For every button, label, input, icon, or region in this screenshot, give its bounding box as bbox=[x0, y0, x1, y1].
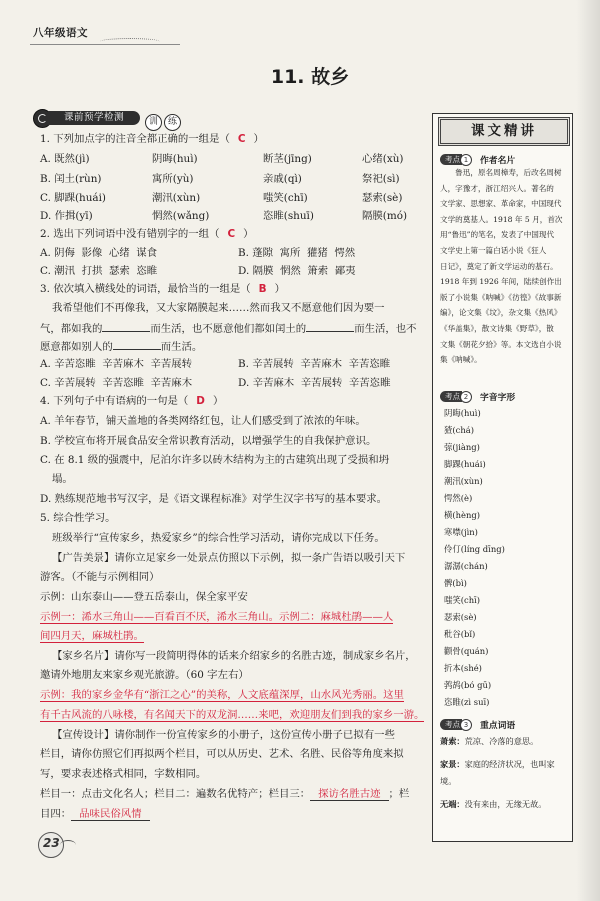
word-item: 愕然(è) bbox=[444, 493, 473, 503]
bio-line: 鲁迅，原名周樟寿，后改名周树 bbox=[440, 168, 562, 177]
bio-line: 集《呐喊》。 bbox=[440, 355, 482, 365]
term-def: 家庭的经济状况，也叫家境。 bbox=[440, 759, 555, 786]
point-number: 2 bbox=[460, 391, 472, 403]
word-item: 横(hèng) bbox=[444, 510, 481, 520]
q3-answer: B bbox=[258, 283, 267, 295]
ad-task-line: 【广告美景】请你立足家乡一处景点仿照以下示例，拟一条广告语以吸引天下 bbox=[52, 552, 406, 564]
author-bio bbox=[440, 165, 570, 368]
bio-line: 文集《朝花夕拾》等。本文选自小说 bbox=[440, 339, 562, 349]
q1-option: 寓所(yù) bbox=[152, 173, 194, 185]
q1-option: D. 作揖(yī) bbox=[40, 210, 93, 222]
q1-option: B. 闰土(rùn) bbox=[40, 173, 102, 185]
q4-option-a: A. 羊年春节，铺天盖地的各类网络红包，让人们感受到了浓浓的年味。 bbox=[40, 415, 366, 427]
term-item bbox=[440, 796, 568, 813]
design-columns bbox=[40, 807, 150, 822]
header-grade-subject: 八年级语文 bbox=[33, 27, 88, 39]
q1-option: 祭祀(sì) bbox=[362, 173, 400, 185]
term-key: 家景： bbox=[440, 759, 465, 769]
bio-line: 编》，论文集《坟》，杂文集《热风》 bbox=[440, 308, 562, 318]
bio-line: 1918 年到 1926 年间，陆续创作出 bbox=[440, 277, 562, 287]
q3-passage-line: 我希望他们不再像我，又大家隔膜起来……然而我又不愿意他们因为要一 bbox=[52, 302, 385, 314]
q1-option: 嗤笑(chī) bbox=[263, 192, 308, 204]
point-number: 1 bbox=[460, 154, 472, 166]
banner-badge bbox=[145, 109, 187, 126]
word-item: 颧骨(quán) bbox=[444, 646, 489, 656]
q3-stem-text: 3. 依次填入横线处的词语，最恰当的一组是（ bbox=[40, 283, 251, 295]
design-task-line: 写，要求表述格式相同，字数相同。 bbox=[40, 768, 207, 780]
ad-answer bbox=[40, 629, 144, 644]
card-answer bbox=[40, 688, 404, 703]
q2-option: A. 阴侮 影像 心绪 谋食 bbox=[40, 247, 158, 259]
q4-option-b: B. 学校宣布将开展食品安全常识教育活动，以增强学生的自我保护意识。 bbox=[40, 435, 377, 447]
q3-passage-seg: 而生活。 bbox=[160, 341, 203, 353]
term-key: 无端： bbox=[440, 799, 465, 809]
word-pronunciation-list bbox=[444, 405, 568, 711]
card-answer-text: 有千古风流的八咏楼，有名闻天下的双龙洞……来吧，欢迎朋友们到我的家乡一游。 bbox=[40, 709, 425, 721]
q1-close: ） bbox=[253, 133, 264, 145]
q2-option: C. 潮汛 打拱 瑟索 恣睢 bbox=[40, 265, 158, 277]
point-words bbox=[440, 386, 516, 403]
fill-blank bbox=[102, 320, 150, 332]
q3-passage-line bbox=[40, 320, 417, 337]
q1-option: 亲戚(qì) bbox=[263, 173, 302, 185]
section-banner bbox=[33, 109, 193, 127]
bio-line: 文学史上第一篇白话小说《狂人 bbox=[440, 245, 547, 255]
point-badge: 考点 bbox=[440, 719, 462, 730]
q2-stem bbox=[40, 227, 254, 242]
word-item: 潺潺(chán) bbox=[444, 561, 488, 571]
q3-option: B. 辛苦展转 辛苦麻木 辛苦恣睢 bbox=[238, 358, 391, 370]
page-number: 23 bbox=[43, 836, 60, 850]
q2-option: B. 蓬隙 寓所 獾猪 愕然 bbox=[238, 247, 356, 259]
q4-stem-text: 4. 下列句子中有语病的一句是（ bbox=[40, 395, 189, 407]
q3-passage-seg: 而生活，也不 bbox=[354, 323, 417, 335]
q4-answer: D bbox=[196, 395, 205, 407]
q1-option: 惘然(wǎng) bbox=[152, 210, 210, 222]
ad-answer bbox=[40, 610, 393, 625]
point-badge: 考点 bbox=[440, 391, 462, 402]
q4-option-c-cont: 塌。 bbox=[52, 473, 73, 485]
term-key: 萧索： bbox=[440, 736, 465, 746]
point-title: 重点词语 bbox=[480, 721, 516, 731]
q2-close: ） bbox=[243, 228, 254, 240]
bio-line: 用“鲁迅”的笔名，发表了中国现代 bbox=[440, 230, 555, 240]
term-def: 没有来由，无缘无故。 bbox=[464, 799, 547, 809]
header-divider bbox=[30, 44, 180, 45]
point-author bbox=[440, 149, 516, 166]
q1-option: C. 脚踝(huái) bbox=[40, 192, 106, 204]
word-item: 髀(bì) bbox=[444, 578, 467, 588]
fill-blank bbox=[113, 338, 161, 350]
q3-option: D. 辛苦麻木 辛苦展转 辛苦恣睢 bbox=[238, 377, 391, 389]
bio-line: 人，字豫才，浙江绍兴人。著名的 bbox=[440, 183, 554, 193]
ad-task-line: 游客。（不能与示例相同） bbox=[40, 571, 160, 583]
word-item: 寒噤(jìn) bbox=[444, 527, 478, 537]
word-item: 伶仃(líng dīng) bbox=[444, 544, 505, 554]
ad-answer-text: 间四月天，麻城杜鹃。 bbox=[40, 630, 144, 642]
banner-label: 课前预学检测 bbox=[48, 111, 140, 125]
word-item: 嗤笑(chī) bbox=[444, 595, 481, 605]
q1-stem-text: 1. 下列加点字的注音全都正确的一组是（ bbox=[40, 133, 230, 145]
word-item: 瑟索(sè) bbox=[444, 612, 477, 622]
q1-option: 断茎(jīng) bbox=[263, 153, 312, 165]
q1-option: 潮汛(xùn) bbox=[152, 192, 201, 204]
lesson-title: 11. 故乡 bbox=[270, 66, 350, 88]
bio-line: 日记》，奠定了新文学运动的基石。 bbox=[440, 261, 558, 271]
q1-option: 阴晦(huì) bbox=[152, 153, 198, 165]
q3-close: ） bbox=[274, 283, 285, 295]
q3-option: C. 辛苦展转 辛苦恣睢 辛苦麻木 bbox=[40, 377, 193, 389]
term-item bbox=[440, 756, 568, 790]
q1-option: 心绪(xù) bbox=[362, 153, 404, 165]
q3-passage-seg: 气，都如我的 bbox=[40, 323, 103, 335]
q4-option-d: D. 熟练规范地书写汉字，是《语文课程标准》对学生汉字书写的基本要求。 bbox=[40, 493, 388, 505]
design-answer-3: 探访名胜古迹 bbox=[310, 788, 388, 801]
bio-line: 文学家、思想家、革命家，中国现代 bbox=[440, 199, 562, 209]
card-task-line: 邀请外地朋友来家乡观光旅游。（60 字左右） bbox=[40, 669, 249, 681]
design-answer-4: 品味民俗风情 bbox=[71, 808, 149, 821]
card-task-line: 【家乡名片】请你写一段简明得体的话来介绍家乡的名胜古迹，制成家乡名片， bbox=[52, 650, 416, 662]
q1-answer: C bbox=[237, 133, 246, 145]
key-terms-list bbox=[440, 733, 568, 819]
header-decoration bbox=[100, 38, 160, 45]
q3-option: A. 辛苦恣睢 辛苦麻木 辛苦展转 bbox=[40, 358, 193, 370]
q2-option: D. 隔膜 惘然 箫索 鄙夷 bbox=[238, 265, 356, 277]
word-item: 恣睢(zì suī) bbox=[444, 697, 490, 707]
q2-stem-text: 2. 选出下列词语中没有错别字的一组（ bbox=[40, 228, 220, 240]
word-item: 鹁鸪(bó gū) bbox=[444, 680, 492, 690]
design-columns bbox=[40, 787, 409, 802]
point-key-terms bbox=[440, 714, 516, 731]
word-item: 脚踝(huái) bbox=[444, 459, 486, 469]
bio-line: 文学的奠基人。1918 年 5 月，首次 bbox=[440, 214, 563, 224]
ad-example: 示例：山东泰山——登五岳泰山，保全家平安 bbox=[40, 591, 248, 603]
point-number: 3 bbox=[460, 719, 472, 731]
q3-passage-line bbox=[40, 338, 202, 355]
design-given: 栏目一：点击文化名人；栏目二：遍数名优特产；栏目三： bbox=[40, 788, 311, 800]
design-task-line: 栏目，请你仿照它们再拟两个栏目，可以从历史、艺术、名胜、民俗等角度来拟 bbox=[40, 748, 404, 760]
card-answer-text: 示例：我的家乡金华有“浙江之心”的美称，人文底蕴深厚，山水风光秀丽。这里 bbox=[40, 689, 404, 701]
scan-edge-shadow bbox=[576, 0, 600, 901]
word-item: 秕谷(bǐ) bbox=[444, 629, 476, 639]
q2-answer: C bbox=[227, 228, 236, 240]
fill-blank bbox=[306, 320, 354, 332]
q3-passage-seg: 而生活，也不愿意他们都如闰土的 bbox=[150, 323, 307, 335]
word-item: 阴晦(huì) bbox=[444, 408, 481, 418]
q3-stem bbox=[40, 282, 285, 297]
word-item: 弶(jiàng) bbox=[444, 442, 480, 452]
point-title: 作者名片 bbox=[480, 156, 516, 166]
badge-char: 训 bbox=[145, 114, 162, 131]
q1-option: 恣睢(shuī) bbox=[263, 210, 314, 222]
q1-stem bbox=[40, 132, 264, 147]
point-title: 字音字形 bbox=[480, 393, 516, 403]
bio-line: 《华盖集》，散文诗集《野草》，散 bbox=[440, 323, 554, 333]
q5-intro: 班级举行“宣传家乡，热爱家乡”的综合性学习活动，请你完成以下任务。 bbox=[52, 532, 385, 544]
q4-close: ） bbox=[212, 395, 224, 407]
sidebar-heading: 课文精讲 bbox=[438, 117, 570, 146]
point-badge: 考点 bbox=[440, 154, 462, 165]
ad-answer-text: 示例一：浠水三角山——百看百不厌，浠水三角山。示例二：麻城杜鹃——人 bbox=[40, 611, 394, 623]
word-item: 潮汛(xùn) bbox=[444, 476, 483, 486]
bio-line: 版了小说集《呐喊》《彷徨》《故事新 bbox=[440, 292, 562, 302]
q1-option: 瑟索(sè) bbox=[362, 192, 403, 204]
design-prefix: 目四： bbox=[40, 808, 72, 820]
q3-passage-seg: 愿意都如别人的 bbox=[40, 341, 113, 353]
q1-option: 隔膜(mó) bbox=[362, 210, 407, 222]
word-item: 折本(shé) bbox=[444, 663, 482, 673]
card-answer bbox=[40, 708, 424, 723]
badge-char: 练 bbox=[164, 114, 181, 131]
q1-option: A. 既然(jì) bbox=[40, 153, 90, 165]
q4-stem bbox=[40, 394, 223, 409]
design-task-line: 【宣传设计】请你制作一份宣传家乡的小册子，这份宣传小册子已拟有一些 bbox=[52, 729, 395, 741]
word-item: 猹(chá) bbox=[444, 425, 474, 435]
design-sep: ；栏 bbox=[388, 788, 410, 800]
term-item bbox=[440, 733, 568, 750]
term-def: 荒凉、冷落的意思。 bbox=[464, 736, 539, 746]
q5-title: 5. 综合性学习。 bbox=[40, 512, 116, 524]
q4-option-c: C. 在 8.1 级的强震中，尼泊尔许多以砖木结构为主的古建筑出现了受损和坍 bbox=[40, 454, 390, 466]
